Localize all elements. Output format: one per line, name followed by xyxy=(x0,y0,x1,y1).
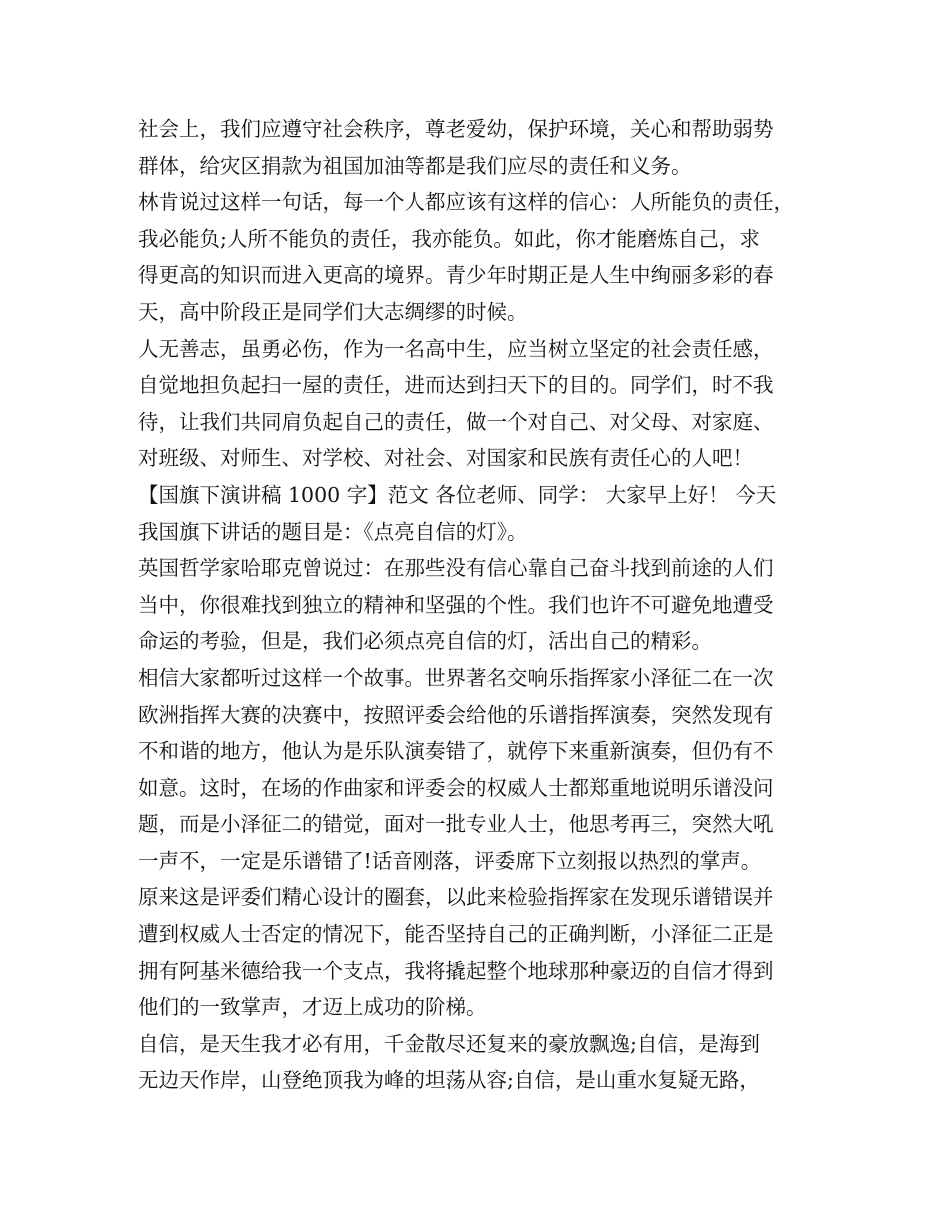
text-line: 我必能负;人所不能负的责任，我亦能负。如此，你才能磨炼自己，求 xyxy=(138,226,760,251)
text-line: 我国旗下讲话的题目是：《点亮自信的灯》。 xyxy=(138,519,528,544)
text-line: 得更高的知识而进入更高的境界。青少年时期正是人生中绚丽多彩的春 xyxy=(138,263,774,288)
text-line: 当中，你很难找到独立的精神和坚强的个性。我们也许不可避免地遭受 xyxy=(138,592,774,617)
text-line: 一声不，一定是乐谱错了!话音刚落，评委席下立刻报以热烈的掌声。 xyxy=(138,848,762,873)
text-line: 题，而是小泽征二的错觉，面对一批专业人士，他思考再三，突然大吼 xyxy=(138,812,774,837)
text-line: 遭到权威人士否定的情况下，能否坚持自己的正确判断，小泽征二正是 xyxy=(138,922,774,947)
text-line: 他们的一致掌声，才迈上成功的阶梯。 xyxy=(138,995,487,1020)
text-line: 【国旗下演讲稿 1000 字】范文 各位老师、同学： 大家早上好！ 今天 xyxy=(138,482,777,507)
text-line: 相信大家都听过这样一个故事。世界著名交响乐指挥家小泽征二在一次 xyxy=(138,665,774,690)
document-body xyxy=(138,111,828,1099)
text-line: 欧洲指挥大赛的决赛中，按照评委会给他的乐谱指挥演奏，突然发现有 xyxy=(138,702,774,727)
text-line: 命运的考验，但是，我们必须点亮自信的灯，活出自己的精彩。 xyxy=(138,629,712,654)
text-line: 群体，给灾区捐款为祖国加油等都是我们应尽的责任和义务。 xyxy=(138,153,692,178)
text-line: 拥有阿基米德给我一个支点，我将撬起整个地球那种豪迈的自信才得到 xyxy=(138,958,774,983)
text-line: 英国哲学家哈耶克曾说过：在那些没有信心靠自己奋斗找到前途的人们 xyxy=(138,556,774,581)
text-line: 社会上，我们应遵守社会秩序，尊老爱幼，保护环境，关心和帮助弱势 xyxy=(138,117,774,141)
text-line: 自觉地担负起扫一屋的责任，进而达到扫天下的目的。同学们，时不我 xyxy=(138,373,774,398)
text-line: 自信，是天生我才必有用，千金散尽还复来的豪放飘逸;自信，是海到 xyxy=(138,1031,760,1056)
text-line: 对班级、对师生、对学校、对社会、对国家和民族有责任心的人吧！ xyxy=(138,446,753,471)
text-line: 人无善志，虽勇必伤，作为一名高中生，应当树立坚定的社会责任感， xyxy=(138,336,774,361)
text-line: 不和谐的地方，他认为是乐队演奏错了，就停下来重新演奏，但仍有不 xyxy=(138,739,774,764)
text-line: 原来这是评委们精心设计的圈套，以此来检验指挥家在发现乐谱错误并 xyxy=(138,885,774,910)
text-line: 如意。这时，在场的作曲家和评委会的权威人士都郑重地说明乐谱没问 xyxy=(138,775,774,800)
text-line: 待，让我们共同肩负起自己的责任，做一个对自己、对父母、对家庭、 xyxy=(138,409,774,434)
text-line: 林肯说过这样一句话，每一个人都应该有这样的信心：人所能负的责任， xyxy=(138,190,794,215)
text-line: 无边天作岸，山登绝顶我为峰的坦荡从容;自信，是山重水复疑无路， xyxy=(138,1068,760,1093)
text-line: 天，高中阶段正是同学们大志绸缪的时候。 xyxy=(138,299,528,324)
